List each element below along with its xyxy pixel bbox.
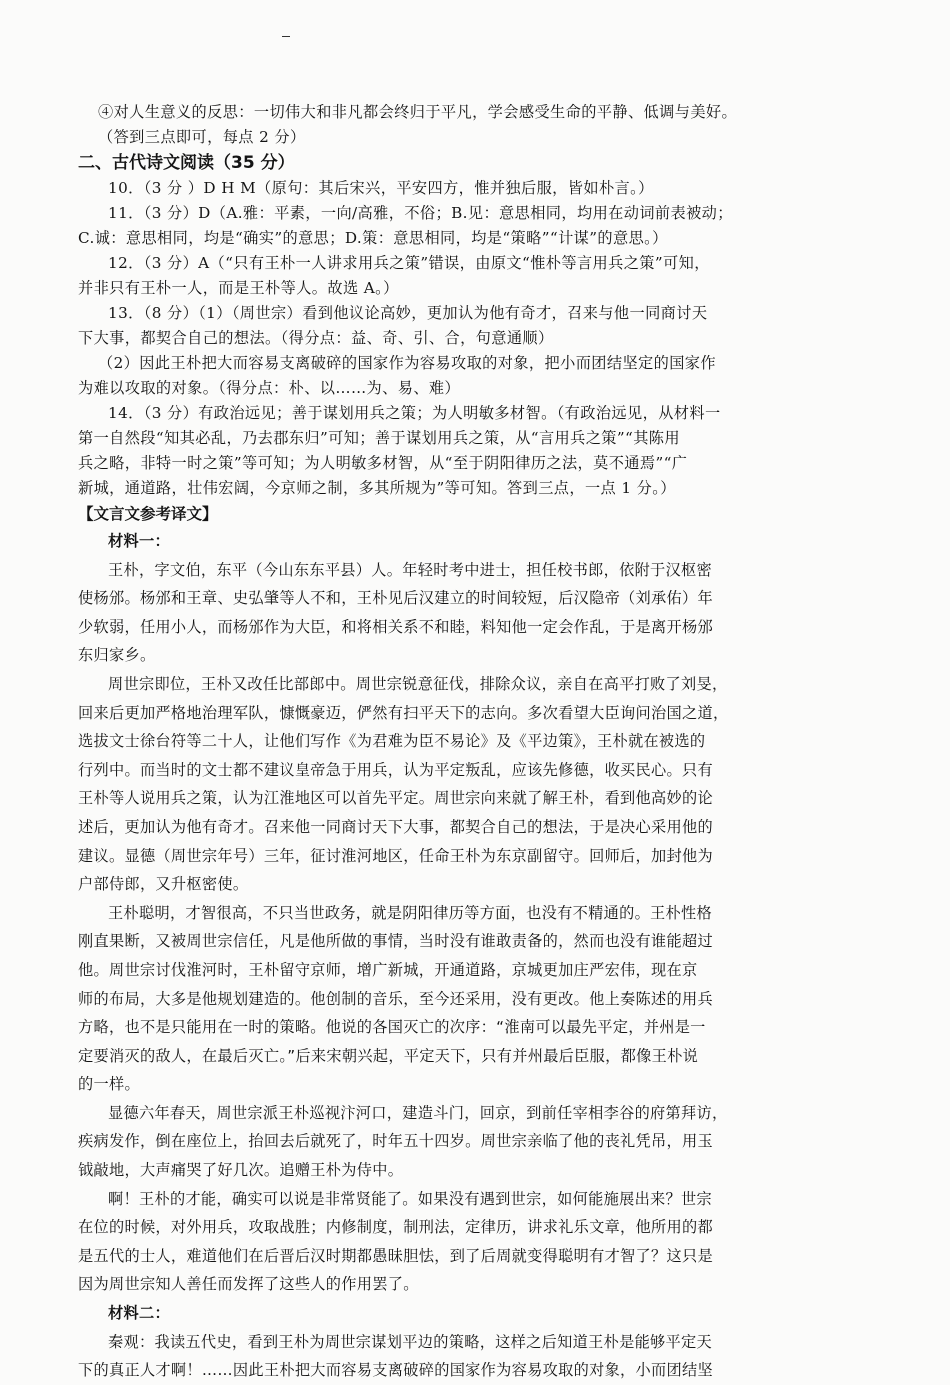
translation-heading: 【文言文参考译文】 [78, 505, 218, 523]
material2-body [78, 1328, 878, 1385]
translation-line: 王朴，字文伯，东平（今山东东平县）人。年轻时考中进士，担任校书郎，依附于汉枢密 [108, 560, 713, 579]
answer-q13-line2: 下大事，都契合自己的想法。（得分点：益、奇、引、合，句意通顺） [78, 329, 554, 347]
answer-q13-line4: 为难以攻取的对象。（得分点：朴、以……为、易、难） [78, 379, 461, 397]
material2-label: 材料二： [108, 1304, 170, 1323]
material1-body [78, 556, 878, 1299]
answer-q14-line2: 第一自然段“知其必乱，乃去郡东归”可知；善于谋划用兵之策，从“言用兵之策”“其陈用 [78, 429, 680, 447]
translation-line: 疾病发作，倒在座位上，抬回去后就死了，时年五十四岁。周世宗亲临了他的丧礼凭吊，用玉 [78, 1132, 713, 1151]
answer-q14-line1: 14．（3 分）有政治远见；善于谋划用兵之策；为人明敏多材智。（有政治远见，从材料一 [108, 404, 721, 422]
answer-q12-line2: 并非只有王朴一人，而是王朴等人。故选 A。） [78, 279, 399, 297]
answer-q13-line3: （2）因此王朴把大而容易支离破碎的国家作为容易攻取的对象，把小而团结坚定的国家作 [98, 354, 716, 372]
translation-line: 回来后更加严格地治理军队，慷慨豪迈，俨然有扫平天下的志向。多次看望大臣询问治国之道， [78, 703, 729, 722]
translation-line: 王朴等人说用兵之策，认为江淮地区可以首先平定。周世宗向来就了解王朴，看到他高妙的论 [78, 789, 713, 808]
translation-line: 他。周世宗讨伐淮河时，王朴留守京师，增广新城，开通道路，京城更加庄严宏伟，现在京 [78, 960, 698, 979]
translation-line: 行列中。而当时的文士都不建议皇帝急于用兵，认为平定叛乱，应该先修德，收买民心。只有 [78, 760, 713, 779]
translation-line: 啊！王朴的才能，确实可以说是非常贤能了。如果没有遇到世宗，如何能施展出来？世宗 [108, 1189, 713, 1208]
translation-line: 建议。显德（周世宗年号）三年，征讨淮河地区，任命王朴为东京副留守。回师后，加封他为 [78, 846, 713, 865]
translation-line: 因为周世宗知人善任而发挥了这些人的作用罢了。 [78, 1275, 419, 1294]
translation-line: 刚直果断，又被周世宗信任，凡是他所做的事情，当时没有谁敢责备的，然而也没有谁能超过 [78, 932, 713, 951]
translation-line: 在位的时候，对外用兵，攻取战胜；内修制度，制刑法，定律历，讲求礼乐文章，他所用的都 [78, 1218, 713, 1237]
answer-q13-line1: 13．（8 分）（1）（周世宗）看到他议论高妙，更加认为他有奇才，召来与他一同商讨天 [108, 304, 708, 322]
translation-line: 定要消灭的敌人，在最后灭亡。”后来宋朝兴起，平定天下，只有并州最后臣服，都像王朴说 [78, 1046, 699, 1065]
material1-label: 材料一： [108, 532, 170, 550]
translation-line: 秦观：我读五代史，看到王朴为周世宗谋划平边的策略，这样之后知道王朴是能够平定天 [108, 1332, 713, 1351]
translation-line: 显德六年春天，周世宗派王朴巡视汴河口，建造斗门，回京，到前任宰相李谷的府第拜访， [108, 1103, 728, 1122]
answer-page [78, 100, 878, 1385]
translation-line: 选拔文士徐台符等二十人，让他们写作《为君难为臣不易论》及《平边策》，王朴就在被选的 [78, 732, 706, 751]
section2-heading: 二、古代诗文阅读（35 分） [78, 153, 295, 173]
answer-q14-line3: 兵之略，非特一时之策”等可知；为人明敏多材智，从“至于阴阳律历之法，莫不通焉”“广 [78, 454, 688, 472]
translation-line: 是五代的士人，难道他们在后晋后汉时期都愚昧胆怯，到了后周就变得聪明有才智了？这只是 [78, 1246, 713, 1265]
translation-line: 方略，也不是只能用在一时的策略。他说的各国灭亡的次序：“淮南可以最先平定，并州是一 [78, 1018, 706, 1037]
translation-line: 使杨邠。杨邠和王章、史弘肇等人不和，王朴见后汉建立的时间较短，后汉隐帝（刘承佑）年 [78, 589, 713, 608]
translation-line: 钺敲地，大声痛哭了好几次。追赠王朴为侍中。 [78, 1161, 404, 1180]
translation-line: 师的布局，大多是他规划建造的。他创制的音乐，至今还采用，没有更改。他上奏陈述的用兵 [78, 989, 713, 1008]
translation-line: 少软弱，任用小人，而杨邠作为大臣，和将相关系不和睦，料知他一定会作乱，于是离开杨邠 [78, 617, 713, 636]
answer-item4-line2: （答到三点即可，每点 2 分） [98, 128, 306, 146]
translation-line: 的一样。 [78, 1075, 140, 1094]
answer-q10: 10．（3 分 ）D H M（原句：其后宋兴，平安四方，惟并独后服，皆如朴言。） [108, 179, 654, 197]
translation-line: 户部侍郎，又升枢密使。 [78, 875, 249, 894]
scan-mark [282, 36, 290, 37]
translation-line: 东归家乡。 [78, 646, 156, 665]
translation-line: 周世宗即位，王朴又改任比部郎中。周世宗锐意征伐，排除众议，亲自在高平打败了刘旻， [108, 674, 728, 693]
translation-line: 王朴聪明，才智很高，不只当世政务，就是阴阳律历等方面，也没有不精通的。王朴性格 [108, 903, 713, 922]
answer-q11-line2: C.诚：意思相同，均是“确实”的意思；D.策：意思相同，均是“策略”“计谋”的意思。） [78, 229, 668, 247]
translation-line: 述后，更加认为他有奇才。召来他一同商讨天下大事，都契合自己的想法，于是决心采用他的 [78, 817, 713, 836]
answer-item4-line1: ④对人生意义的反思：一切伟大和非凡都会终归于平凡，学会感受生命的平静、低调与美好。 [98, 103, 738, 121]
answer-q14-line4: 新城，通道路，壮伟宏阔，今京师之制，多其所规为”等可知。答到三点，一点 1 分。） [78, 479, 676, 497]
answer-q12-line1: 12．（3 分）A（“只有王朴一人讲求用兵之策”错误，由原文“惟朴等言用兵之策”可知， [108, 254, 710, 272]
translation-line: 下的真正人才啊！……因此王朴把大而容易支离破碎的国家作为容易攻取的对象，小而团结坚 [78, 1361, 713, 1380]
answer-q11-line1: 11．（3 分）D（A.雅：平素，一向/高雅，不俗；B.见：意思相同，均用在动词前表被动； [108, 204, 733, 222]
